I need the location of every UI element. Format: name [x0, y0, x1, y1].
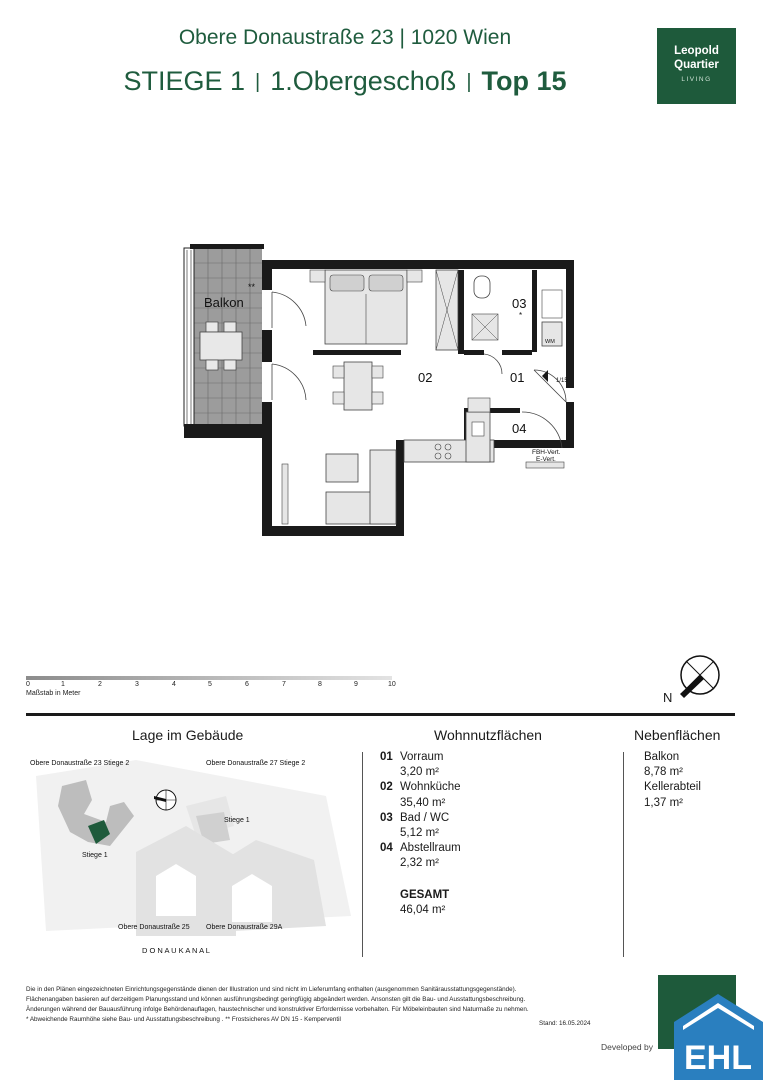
room-area: 5,12 m²: [400, 827, 439, 840]
lage-label-od25: Obere Donaustraße 25: [118, 924, 190, 931]
scale-tick: 7: [282, 681, 286, 688]
wm-label: WM: [545, 339, 555, 345]
floor-label: 1.Obergeschoß: [270, 66, 457, 96]
ehl-logo: [674, 994, 763, 1080]
room-area: 2,32 m²: [400, 857, 439, 870]
address-title: Obere Donaustraße 23 | 1020 Wien: [178, 26, 512, 49]
room-area: 3,20 m²: [400, 766, 439, 779]
scale-bar: [26, 676, 398, 700]
scale-bar-gradient: [26, 676, 392, 680]
leopold-quartier-logo: [657, 28, 736, 104]
room-03-label: 03: [512, 296, 527, 311]
lage-label-od29a: Obere Donaustraße 29A: [206, 924, 283, 931]
neben-name: Balkon: [644, 751, 680, 763]
neben-name: Kellerabteil: [644, 781, 701, 794]
room-number: 02: [380, 781, 393, 794]
room-name: Bad / WC: [400, 811, 450, 824]
neben-area: 1,37 m²: [644, 796, 683, 809]
balkon-stars: **: [248, 282, 256, 292]
neben-title: Nebenflächen: [634, 727, 721, 743]
room-area: 35,40 m²: [400, 796, 446, 809]
scale-tick: 5: [208, 681, 212, 688]
scale-tick: 2: [98, 681, 102, 688]
scale-tick: 6: [245, 681, 249, 688]
scale-tick: 8: [318, 681, 322, 688]
disclaimer-line: Flächenangaben basieren auf derzeitigem Planungsstand und können ausführungsbedingt geringfügig abgeändert werden. Ansonsten gilt die Bau- und Ausstattungsbeschreibung.: [26, 996, 526, 1003]
room-02-label: 02: [418, 370, 433, 385]
section-divider: [26, 713, 735, 716]
lage-label-kanal: D O N A U K A N A L: [142, 946, 210, 955]
neben-area: 8,78 m²: [644, 766, 683, 779]
door-number: 1/15: [556, 378, 568, 384]
room-row: [380, 750, 461, 765]
disclaimer-line: * Abweichende Raumhöhe siehe Bau- und Ausstattungsbeschreibung . ** Frostsicheres AV DN 15 - Kemperventil: [26, 1016, 341, 1023]
total-block: [400, 888, 449, 918]
lage-label-od27-s2: Obere Donaustraße 27 Stiege 2: [206, 760, 306, 767]
disclaimer-line: Die in den Plänen eingezeichneten Einrichtungsgegenstände dienen der Illustration und sind nicht im Lieferumfang enthalten (ausgenommen Sanitärausstattungsgegenstände).: [26, 986, 517, 993]
wohn-title: Wohnnutzflächen: [434, 727, 542, 743]
column-divider: [362, 752, 363, 957]
disclaimer: [26, 985, 606, 1025]
scale-tick: 0: [26, 681, 30, 688]
room-03-star: *: [519, 311, 523, 320]
room-number: 01: [380, 751, 393, 763]
sofa: [282, 450, 396, 524]
room-number: 03: [380, 811, 393, 824]
wardrobe: [436, 270, 458, 350]
balkon-label: Balkon: [204, 295, 244, 310]
room-name: Vorraum: [400, 751, 444, 763]
lage-label-stiege1-right: Stiege 1: [224, 817, 250, 824]
room-row: [380, 841, 461, 856]
balcony-area: [184, 244, 264, 438]
room-name: Abstellraum: [400, 842, 461, 855]
disclaimer-line: Änderungen während der Bauausführung infolge Behördenauflagen, haustechnischer und konstruktiver Erfordernisse vorbehalten. Für Möbeleinbauten sind Naturmaße zu nehmen.: [26, 1006, 529, 1013]
stair-label: STIEGE 1: [123, 66, 245, 96]
floor-plan: [150, 230, 590, 550]
room-list: [380, 750, 461, 872]
neben-list: [644, 750, 701, 811]
room-row: [380, 780, 461, 795]
scale-label: Maßstab in Meter: [26, 690, 81, 697]
room-row: [380, 811, 461, 826]
room-01-label: 01: [510, 370, 525, 385]
walls: [262, 260, 574, 536]
room-name: Wohnküche: [400, 781, 461, 794]
column-divider: [623, 752, 624, 957]
ev-label: E-Vert.: [536, 456, 556, 463]
lage-label-od23-s2: Obere Donaustraße 23 Stiege 2: [30, 760, 130, 767]
lage-title: Lage im Gebäude: [132, 727, 244, 743]
developed-by: Developed by: [601, 1042, 653, 1052]
lage-label-stiege1-left: Stiege 1: [82, 852, 108, 859]
total-label: GESAMT: [400, 889, 450, 901]
logo-line-1: Leopold: [674, 45, 719, 57]
stand-date: Stand: 16.05.2024: [539, 1020, 591, 1027]
scale-tick: 9: [354, 681, 358, 688]
unit-label: Top 15: [481, 66, 567, 96]
scale-tick: 4: [172, 681, 176, 688]
bathroom-fixtures: [472, 276, 562, 346]
kitchen: [404, 398, 494, 462]
logo-line-3: LIVING: [681, 76, 712, 83]
fbh-label: FBH-Vert.: [532, 449, 561, 456]
floor-title: STIEGE 1 | 1.Obergeschoß | Top 15: [123, 66, 567, 96]
north-label: N: [663, 690, 673, 705]
room-number: 04: [380, 842, 393, 855]
total-area: 46,04 m²: [400, 904, 446, 917]
logo-line-2: Quartier: [674, 59, 719, 71]
bed: [310, 270, 422, 344]
room-04-label: 04: [512, 421, 527, 436]
scale-tick: 10: [388, 681, 396, 688]
dining-table: [333, 362, 383, 410]
scale-tick: 1: [61, 681, 65, 688]
location-map: [26, 756, 356, 961]
scale-tick: 3: [135, 681, 139, 688]
ehl-logo-text: EHL: [684, 1039, 752, 1077]
